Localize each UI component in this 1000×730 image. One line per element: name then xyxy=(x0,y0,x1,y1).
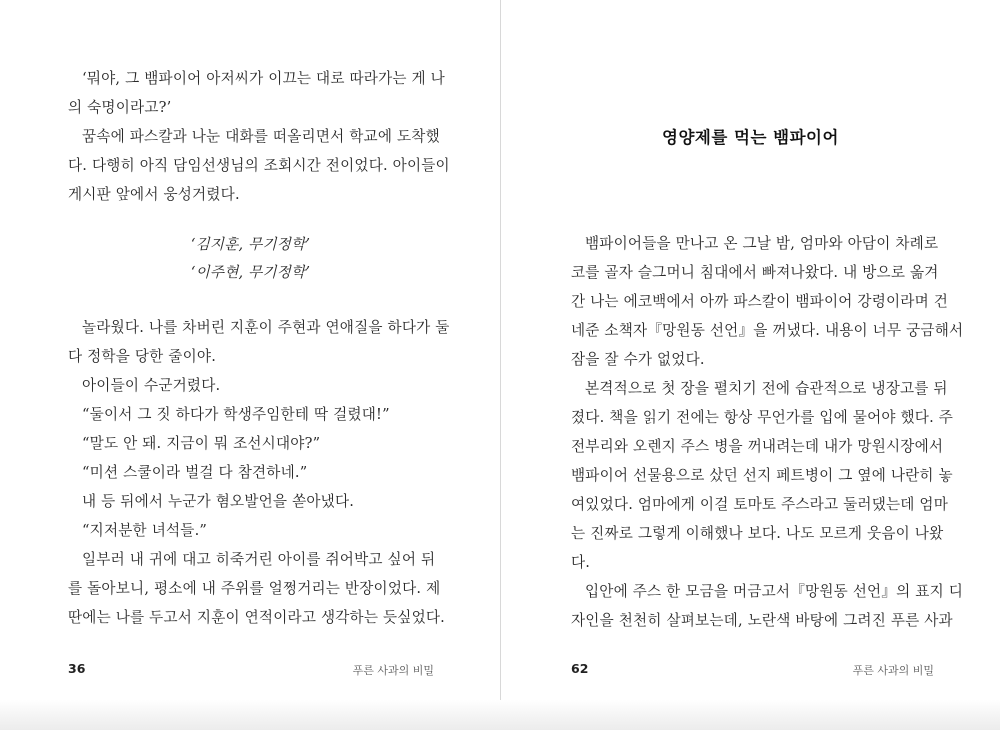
text-line: 꿈속에 파스칼과 나눈 대화를 떠올리면서 학교에 도착했 xyxy=(82,128,440,145)
text-line: 를 돌아보니, 평소에 내 주위를 얼쩡거리는 반장이었다. 제 xyxy=(68,580,441,597)
text-line: 게시판 앞에서 웅성거렸다. xyxy=(68,186,240,203)
running-title: 푸른 사과의 비밀 xyxy=(352,664,434,677)
text-line: 본격적으로 첫 장을 펼치기 전에 습관적으로 냉장고를 뒤 xyxy=(585,380,948,397)
left-paragraph-3 xyxy=(68,313,450,371)
text-line: “말도 안 돼. 지금이 뭐 조선시대야?” xyxy=(82,435,321,452)
text-line: 졌다. 책을 읽기 전에는 항상 무언가를 입에 물어야 했다. 주 xyxy=(571,409,954,426)
text-line: “지저분한 녀석들.” xyxy=(82,522,208,539)
left-paragraph-9 xyxy=(68,516,433,545)
text-line: 딴에는 나를 두고서 지훈이 연적이라고 생각하는 듯싶었다. xyxy=(68,609,446,626)
running-title: 푸른 사과의 비밀 xyxy=(852,664,934,677)
text-line: 코를 골자 슬그머니 침대에서 빠져나왔다. 내 방으로 옮겨 xyxy=(571,264,939,281)
right-paragraph-3 xyxy=(571,577,964,635)
text-line: 입안에 주스 한 모금을 머금고서『망원동 선언』의 표지 디 xyxy=(585,583,964,600)
left-paragraph-5 xyxy=(68,400,433,429)
left-paragraph-1 xyxy=(68,64,445,122)
left-page xyxy=(0,0,500,716)
notice-line: ‘이주현, 무기정학’ xyxy=(190,264,311,281)
text-line: 일부러 내 귀에 대고 히죽거린 아이를 쥐어박고 싶어 뒤 xyxy=(82,551,436,568)
text-line: 전부리와 오렌지 주스 병을 꺼내려는데 내가 망원시장에서 xyxy=(571,438,944,455)
right-body-text xyxy=(571,229,964,635)
text-line: “미션 스쿨이라 벌걸 다 참견하네.” xyxy=(82,464,308,481)
chapter-title: 영양제를 먹는 뱀파이어 xyxy=(662,128,839,147)
text-line: “둘이서 그 짓 하다가 학생주임한테 딱 걸렸대!” xyxy=(82,406,390,423)
text-line: ‘뭐야, 그 뱀파이어 아저씨가 이끄는 대로 따라가는 게 나 xyxy=(82,70,445,87)
right-paragraph-2 xyxy=(571,374,954,577)
left-paragraph-7 xyxy=(68,458,433,487)
left-body-text-bottom xyxy=(68,313,450,632)
text-line: 다. 다행히 아직 담임선생님의 조회시간 전이었다. 아이들이 xyxy=(68,157,450,174)
text-line: 는 진짜로 그렇게 이해했나 보다. 나도 모르게 웃음이 나왔 xyxy=(571,525,944,542)
left-paragraph-2 xyxy=(68,122,450,209)
text-line: 다 정학을 당한 줄이야. xyxy=(68,348,217,365)
text-line: 자인을 천천히 살펴보는데, 노란색 바탕에 그려진 푸른 사과 xyxy=(571,612,953,629)
left-paragraph-10 xyxy=(68,545,446,632)
text-line: 여있었다. 엄마에게 이걸 토마토 주스라고 둘러댔는데 엄마 xyxy=(571,496,949,513)
text-line: 놀라웠다. 나를 차버린 지훈이 주현과 연애질을 하다가 둘 xyxy=(82,319,450,336)
right-page xyxy=(501,0,1000,716)
text-line: 네준 소책자『망원동 선언』을 꺼냈다. 내용이 너무 궁금해서 xyxy=(571,322,964,339)
right-paragraph-1 xyxy=(571,229,964,374)
text-line: 뱀파이어들을 만나고 온 그날 밤, 엄마와 아담이 차례로 xyxy=(585,235,939,252)
text-line: 아이들이 수군거렸다. xyxy=(82,377,221,394)
text-line: 간 나는 에코백에서 아까 파스칼이 뱀파이어 강령이라며 건 xyxy=(571,293,949,310)
text-line: 뱀파이어 선물용으로 샀던 선지 페트병이 그 옆에 나란히 놓 xyxy=(571,467,953,484)
text-line: 내 등 뒤에서 누군가 혐오발언을 쏟아냈다. xyxy=(82,493,355,510)
text-line: 다. xyxy=(571,554,591,571)
left-body-text-top xyxy=(68,64,450,209)
text-line: 잠을 잘 수가 없었다. xyxy=(571,351,705,368)
left-paragraph-8 xyxy=(68,487,433,516)
left-paragraph-6 xyxy=(68,429,433,458)
page-number: 62 xyxy=(571,661,589,676)
page-number: 36 xyxy=(68,661,86,676)
text-line: 의 숙명이라고?’ xyxy=(68,99,172,116)
page-bottom-shadow xyxy=(0,700,1000,730)
left-paragraph-4 xyxy=(68,371,433,400)
notice-line: ‘김지훈, 무기정학’ xyxy=(190,236,311,253)
